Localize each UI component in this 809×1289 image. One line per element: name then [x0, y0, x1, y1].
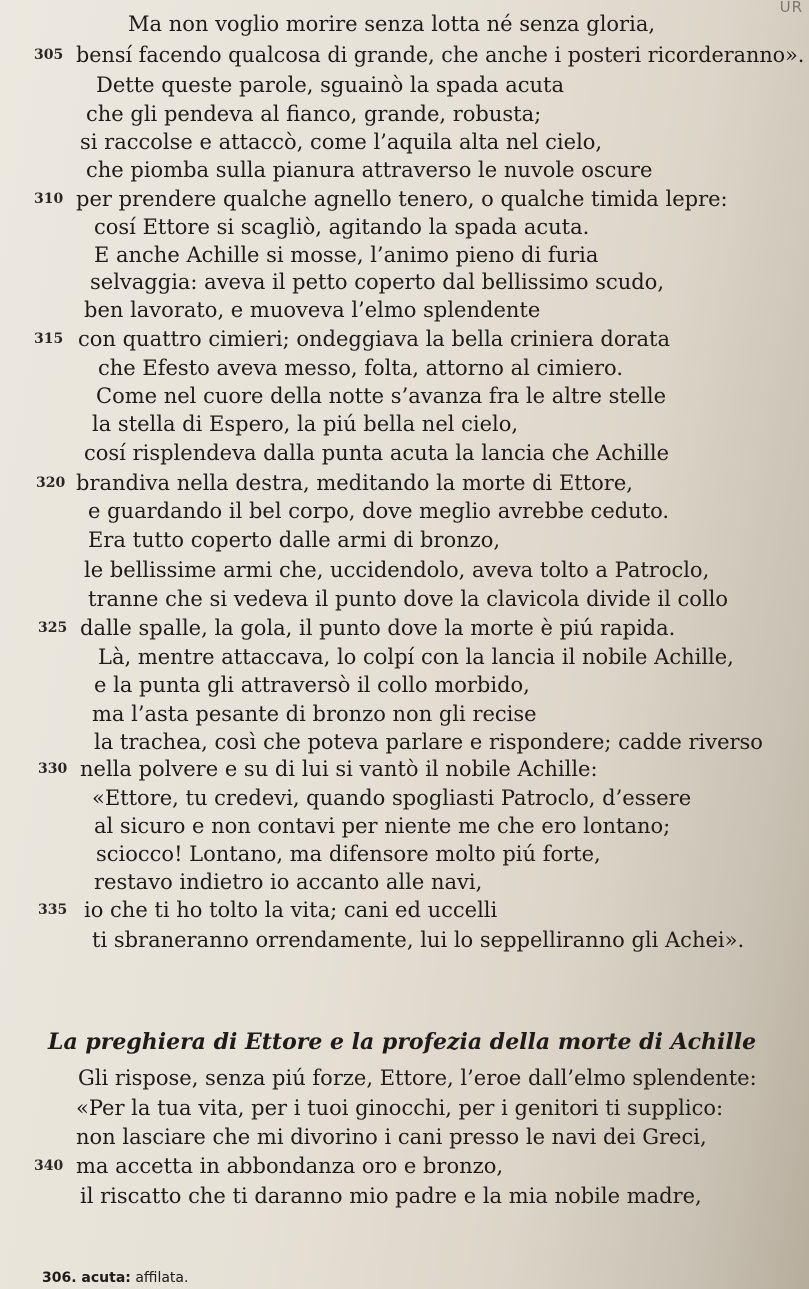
verse-line: la stella di Espero, la piú bella nel cielo,: [92, 412, 519, 436]
verse-line: e guardando il bel corpo, dove meglio avrebbe ceduto.: [88, 499, 670, 523]
verse-line: Ma non voglio morire senza lotta né senza gloria,: [128, 12, 656, 36]
verse-line: e la punta gli attraversò il collo morbido,: [94, 673, 530, 697]
verse-line: cosí Ettore si scagliò, agitando la spada acuta.: [94, 215, 590, 239]
verse-line: si raccolse e attaccò, come l’aquila alta nel cielo,: [80, 130, 603, 154]
verse-line: Gli rispose, senza piú forze, Ettore, l’eroe dall’elmo splendente:: [78, 1066, 757, 1090]
verse-line: ma l’asta pesante di bronzo non gli recise: [92, 702, 537, 726]
verse-line: ti sbraneranno orrendamente, lui lo seppelliranno gli Achei».: [92, 928, 745, 952]
verse-line: che gli pendeva al fianco, grande, robusta;: [86, 102, 542, 126]
verse-line: non lasciare che mi divorino i cani presso le navi dei Greci,: [76, 1125, 707, 1149]
line-number: 335: [38, 902, 68, 918]
verse-line: sciocco! Lontano, ma difensore molto piú forte,: [96, 842, 601, 866]
verse-line: selvaggia: aveva il petto coperto dal bellissimo scudo,: [90, 270, 664, 294]
line-number: 310: [34, 191, 64, 207]
verse-line: cosí risplendeva dalla punta acuta la lancia che Achille: [84, 441, 670, 465]
verse-line: nella polvere e su di lui si vantò il nobile Achille:: [80, 757, 598, 781]
footnote: [42, 1270, 188, 1286]
line-number: 320: [36, 475, 66, 491]
footnote-definition: affilata.: [135, 1270, 189, 1286]
corner-text-fragment: UR: [779, 0, 803, 16]
verse-line: brandiva nella destra, meditando la morte di Ettore,: [76, 471, 633, 495]
section-heading: La preghiera di Ettore e la profezia della morte di Achille: [48, 1029, 757, 1055]
verse-line: il riscatto che ti daranno mio padre e la mia nobile madre,: [80, 1184, 702, 1208]
verse-line: Dette queste parole, sguainò la spada acuta: [96, 73, 564, 97]
verse-line: bensí facendo qualcosa di grande, che anche i posteri ricorderanno».: [76, 43, 805, 67]
verse-line: tranne che si vedeva il punto dove la clavicola divide il collo: [88, 587, 729, 611]
line-number: 325: [38, 620, 68, 636]
verse-line: che piomba sulla pianura attraverso le nuvole oscure: [86, 158, 653, 182]
verse-line: dalle spalle, la gola, il punto dove la morte è piú rapida.: [80, 616, 676, 640]
verse-line: restavo indietro io accanto alle navi,: [94, 870, 483, 894]
verse-line: «Per la tua vita, per i tuoi ginocchi, per i genitori ti supplico:: [76, 1096, 724, 1120]
verse-line: con quattro cimieri; ondeggiava la bella criniera dorata: [78, 327, 671, 351]
verse-line: la trachea, così che poteva parlare e rispondere; cadde riverso: [94, 730, 763, 754]
verse-line: Là, mentre attaccava, lo colpí con la lancia il nobile Achille,: [98, 645, 734, 669]
verse-line: ma accetta in abbondanza oro e bronzo,: [76, 1154, 504, 1178]
verse-line: E anche Achille si mosse, l’animo pieno di furia: [94, 243, 599, 267]
verse-line: Era tutto coperto dalle armi di bronzo,: [88, 528, 501, 552]
line-number: 330: [38, 761, 68, 777]
verse-line: che Efesto aveva messo, folta, attorno al cimiero.: [98, 356, 624, 380]
verse-line: Come nel cuore della notte s’avanza fra le altre stelle: [96, 384, 667, 408]
verse-line: «Ettore, tu credevi, quando spogliasti Patroclo, d’essere: [92, 786, 692, 810]
verse-line: io che ti ho tolto la vita; cani ed uccelli: [84, 898, 498, 922]
verse-line: le bellissime armi che, uccidendolo, aveva tolto a Patroclo,: [84, 558, 710, 582]
line-number: 315: [34, 331, 64, 347]
line-number: 305: [34, 47, 64, 63]
verse-line: al sicuro e non contavi per niente me che ero lontano;: [94, 814, 671, 838]
footnote-term: 306. acuta:: [42, 1270, 131, 1286]
verse-line: ben lavorato, e muoveva l’elmo splendente: [84, 298, 541, 322]
verse-line: per prendere qualche agnello tenero, o qualche timida lepre:: [76, 187, 728, 211]
line-number: 340: [34, 1158, 64, 1174]
